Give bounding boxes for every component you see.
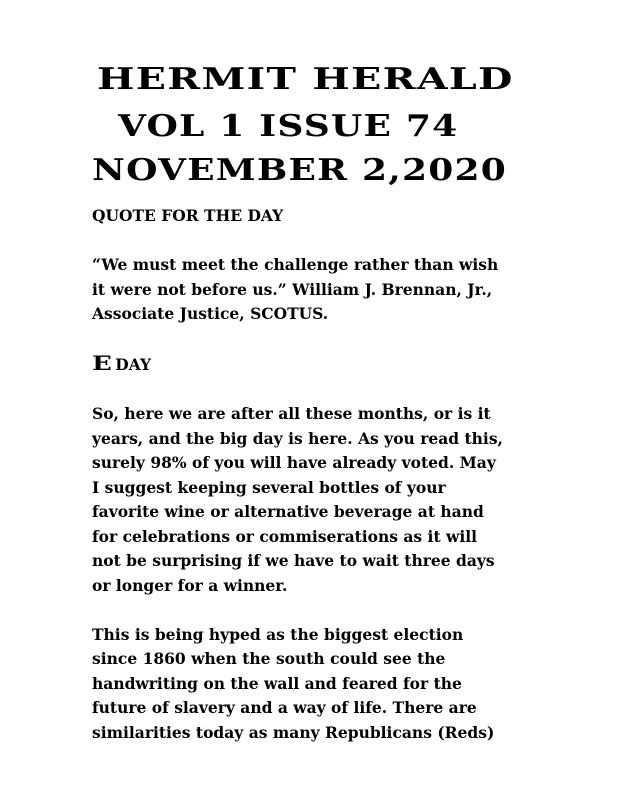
eday-paragraph-1: So, here we are after all these months, or is it years, and the big day is here. As you read this, surely 98% of you will have already voted. May I suggest keeping several bottles of your favorite wine or alternative beverage at hand for celebrations or commiserations as it will not be surprising if we have to wait three days or longer for a winner. xyxy=(92,404,503,595)
eday-heading-rest: DAY xyxy=(115,355,152,374)
eday-heading xyxy=(92,351,552,378)
quote-heading: QUOTE FOR THE DAY xyxy=(92,206,284,225)
masthead-title: HERMIT HERALD xyxy=(97,62,514,97)
article-body xyxy=(92,204,552,770)
eday-heading-letter: E xyxy=(92,351,112,375)
eday-paragraph-2: This is being hyped as the biggest election since 1860 when the south could see the handwriting on the wall and feared for the future of slavery and a way of life. There are similarities today as many Republicans (Reds) xyxy=(92,624,495,742)
masthead-issue: VOL 1 ISSUE 74 xyxy=(118,109,459,144)
quote-text: “We must meet the challenge rather than wish it were not before us.” William J. Brennan, Jr., Associate Justice, SCOTUS. xyxy=(92,255,499,323)
masthead-date: NOVEMBER 2,2020 xyxy=(92,153,507,188)
